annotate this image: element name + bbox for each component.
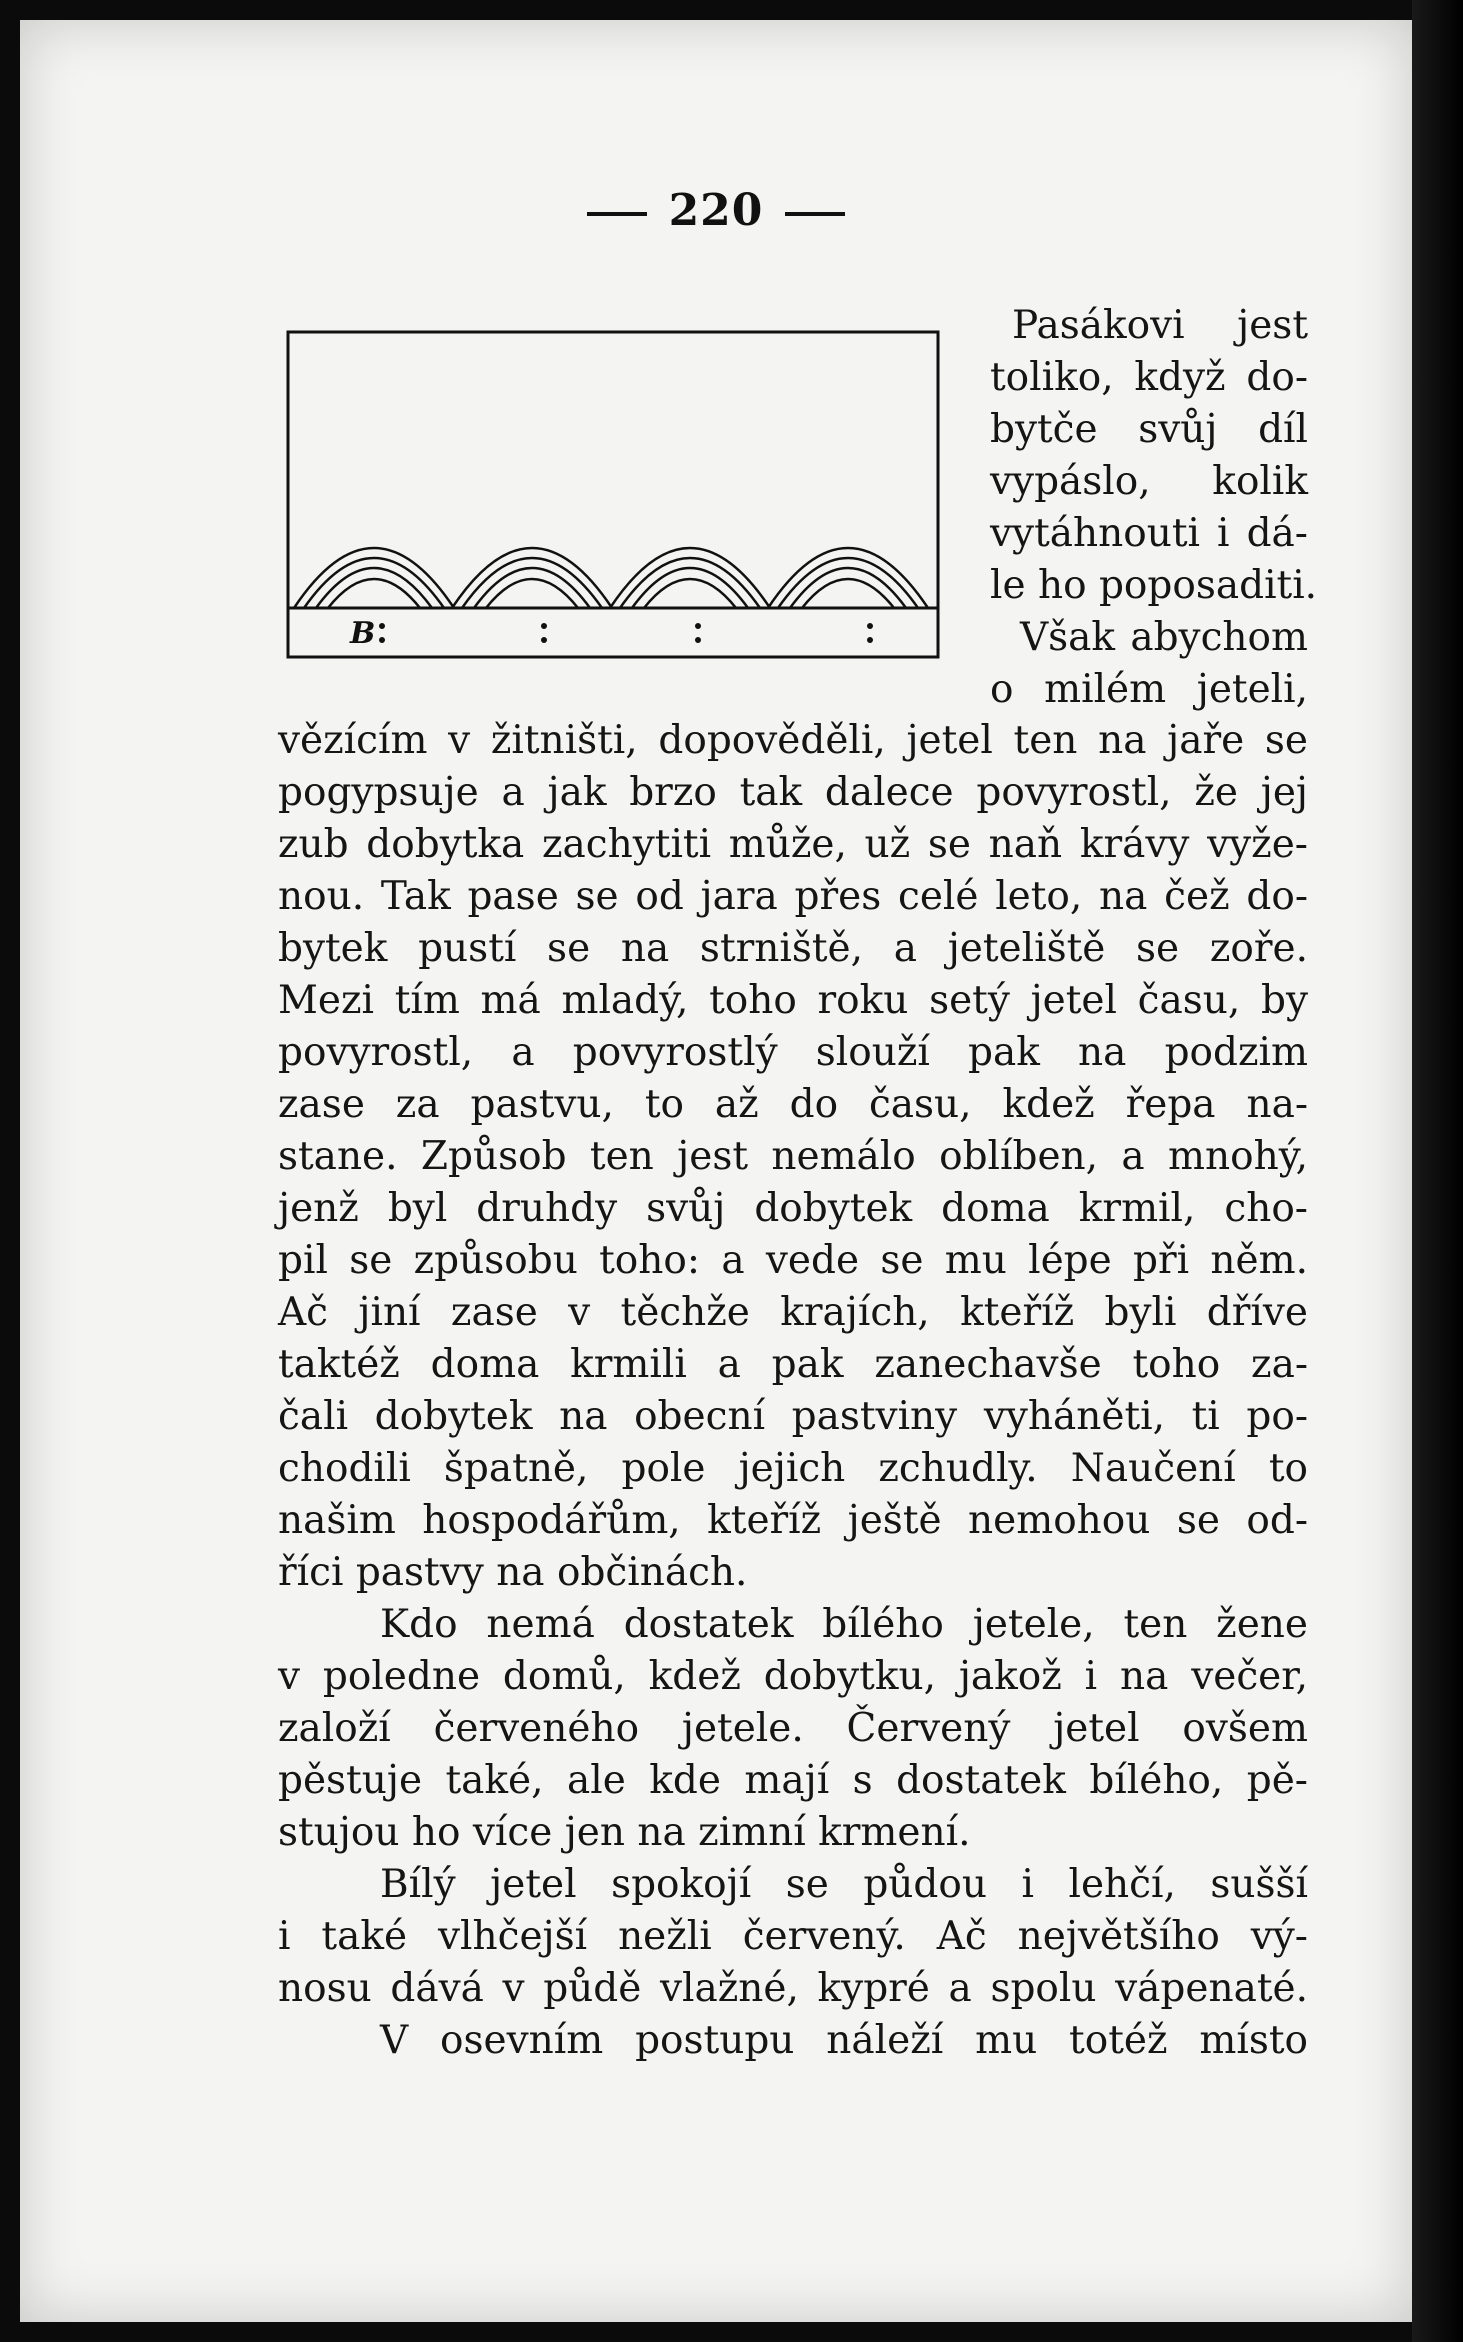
book-page (20, 20, 1412, 2322)
text-line: povyrostl, a povyrostlý slouží pak na podzim (278, 1030, 1308, 1075)
text-line: Ač jiní zase v těchže krajích, kteříž byli dříve (278, 1290, 1308, 1335)
side-line: Pasákovi jest (1012, 303, 1308, 348)
text-line: vězícím v žitništi, dopověděli, jetel ten na jaře se (278, 718, 1308, 763)
diagram-arcs (294, 548, 928, 608)
page-number: 220 (668, 185, 764, 236)
side-line: o milém jeteli, (990, 667, 1308, 712)
text-line: jenž byl druhdy svůj dobytek doma krmil, cho- (278, 1186, 1308, 1231)
header-dash-left (587, 212, 647, 216)
text-line: bytek pustí se na strniště, a jeteliště se zoře. (278, 926, 1308, 971)
side-line: le ho poposaditi. (990, 563, 1318, 608)
text-line: pogypsuje a jak brzo tak dalece povyrostl, že jej (278, 770, 1308, 815)
diagram-label-b: B (350, 616, 376, 651)
text-line: Bílý jetel spokojí se půdou i lehčí, sušší (380, 1862, 1308, 1907)
page-header (20, 185, 1412, 236)
text-line: našim hospodářům, kteříž ještě nemohou se od- (278, 1498, 1308, 1543)
header-dash-right (785, 212, 845, 216)
page-edge-shadow (1412, 0, 1463, 2342)
side-line: toliko, když do- (990, 355, 1308, 400)
text-line: stujou ho více jen na zimní krmení. (278, 1810, 971, 1855)
pasture-diagram (282, 328, 954, 663)
side-paragraph (990, 300, 1318, 716)
text-line: i také vlhčejší nežli červený. Ač největšího vý- (278, 1914, 1308, 1959)
text-line: nou. Tak pase se od jara přes celé leto, na čež do- (278, 874, 1308, 919)
text-line: zub dobytka zachytiti může, už se naň krávy vyže- (278, 822, 1308, 867)
text-line: Kdo nemá dostatek bílého jetele, ten žene (380, 1602, 1308, 1647)
text-line: pil se způsobu toho: a vede se mu lépe při něm. (278, 1238, 1308, 1283)
text-line: zase za pastvu, to až do času, kdež řepa na- (278, 1082, 1308, 1127)
side-line: Však abychom (1020, 615, 1308, 660)
main-text (278, 715, 1308, 2067)
text-line: založí červeného jetele. Červený jetel ovšem (278, 1706, 1308, 1751)
text-line: Mezi tím má mladý, toho roku setý jetel času, by (278, 978, 1308, 1023)
text-line: V osevním postupu náleží mu totéž místo (380, 2018, 1308, 2063)
text-line: říci pastvy na občinách. (278, 1550, 748, 1595)
side-line: vypáslo, kolik (990, 459, 1308, 504)
text-line: taktéž doma krmili a pak zanechavše toho za- (278, 1342, 1308, 1387)
side-line: vytáhnouti i dá- (990, 511, 1308, 556)
diagram-stake-dots (379, 623, 873, 643)
text-line: pěstuje také, ale kde mají s dostatek bílého, pě- (278, 1758, 1308, 1803)
side-line: bytče svůj díl (990, 407, 1308, 452)
text-line: nosu dává v půdě vlažné, kypré a spolu vápenaté. (278, 1966, 1308, 2011)
text-line: chodili špatně, pole jejich zchudly. Naučení to (278, 1446, 1308, 1491)
text-line: stane. Způsob ten jest nemálo oblíben, a mnohý, (278, 1134, 1308, 1179)
text-line: v poledne domů, kdež dobytku, jakož i na večer, (278, 1654, 1308, 1699)
text-line: čali dobytek na obecní pastviny vyháněti, ti po- (278, 1394, 1308, 1439)
